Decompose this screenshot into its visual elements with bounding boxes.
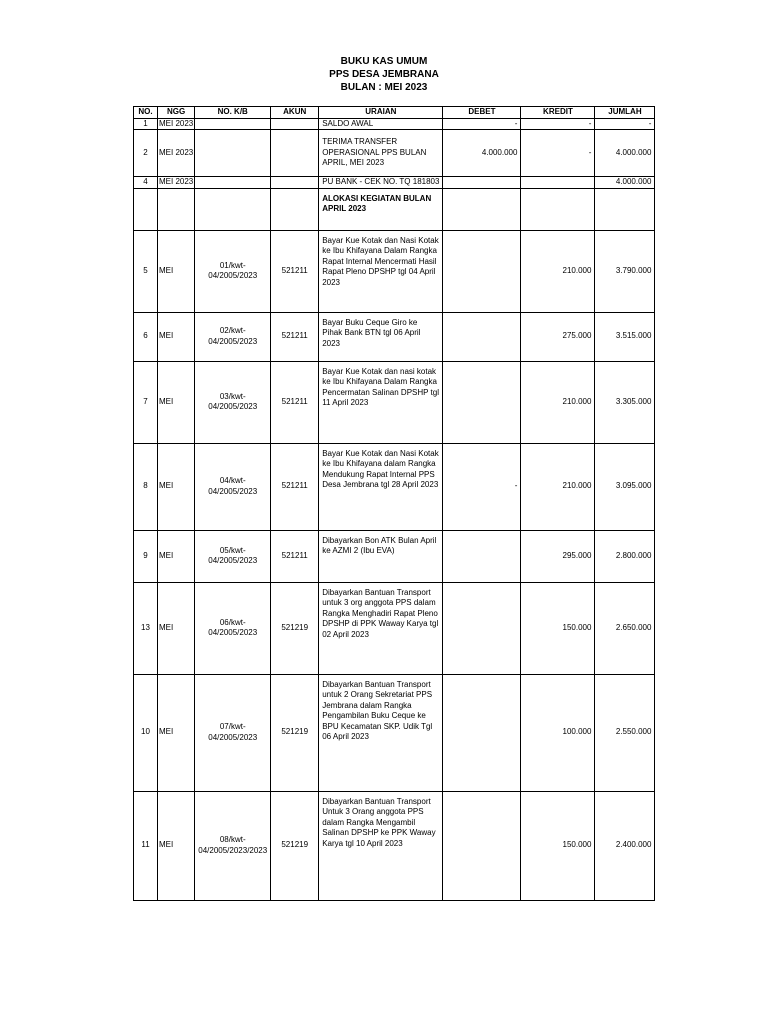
row-no: 7 [134, 361, 158, 443]
row-no [134, 188, 158, 230]
row-kb: 06/kwt-04/2005/2023 [195, 582, 271, 674]
row-kredit: 150.000 [521, 791, 595, 900]
row-no: 13 [134, 582, 158, 674]
table-row [134, 582, 655, 674]
table-header-row [134, 107, 655, 119]
row-kredit: 295.000 [521, 530, 595, 582]
row-akun: 521219 [271, 674, 319, 791]
row-uraian: Bayar Kue Kotak dan Nasi Kotak ke Ibu Khifayana dalam Rangka Mendukung Rapat Internal PPS Desa Jembrana tgl 28 April 2023 [319, 443, 443, 530]
row-debet [443, 230, 521, 312]
row-uraian: Dibayarkan Bon ATK Bulan April ke AZMI 2 (Ibu EVA) [319, 530, 443, 582]
row-no: 4 [134, 177, 158, 189]
table-row [134, 674, 655, 791]
column-header-debet: DEBET [443, 107, 521, 119]
row-akun: 521219 [271, 791, 319, 900]
column-header-no: NO. [134, 107, 158, 119]
row-jumlah: 3.305.000 [595, 361, 655, 443]
row-kredit: 275.000 [521, 312, 595, 361]
row-tanggal: MEI [158, 230, 195, 312]
row-kb: 05/kwt-04/2005/2023 [195, 530, 271, 582]
row-kredit: 150.000 [521, 582, 595, 674]
row-jumlah: 2.650.000 [595, 582, 655, 674]
row-tanggal: MEI 2023 [158, 130, 195, 177]
row-kredit: 210.000 [521, 443, 595, 530]
table-row [134, 130, 655, 177]
row-tanggal: MEI [158, 361, 195, 443]
row-uraian: Bayar Kue Kotak dan Nasi Kotak ke Ibu Khifayana Dalam Rangka Rapat Internal Mencermati Hasil Rapat Pleno DPSHP tgl 04 April 2023 [319, 230, 443, 312]
row-tanggal: MEI [158, 791, 195, 900]
column-header-tanggal: NGG [158, 107, 195, 119]
row-jumlah: 4.000.000 [595, 130, 655, 177]
row-jumlah: 2.400.000 [595, 791, 655, 900]
row-akun [271, 130, 319, 177]
row-akun [271, 177, 319, 189]
row-jumlah: 3.095.000 [595, 443, 655, 530]
row-tanggal: MEI [158, 582, 195, 674]
row-jumlah: - [595, 118, 655, 130]
document-title: BUKU KAS UMUM [340, 56, 428, 67]
row-akun: 521211 [271, 312, 319, 361]
row-kredit: 210.000 [521, 230, 595, 312]
section-heading: ALOKASI KEGIATAN BULAN APRIL 2023 [319, 188, 443, 230]
column-header-uraian: URAIAN [319, 107, 443, 119]
row-no: 11 [134, 791, 158, 900]
row-kb: 03/kwt-04/2005/2023 [195, 361, 271, 443]
row-no: 2 [134, 130, 158, 177]
row-jumlah: 3.515.000 [595, 312, 655, 361]
row-kredit [521, 188, 595, 230]
row-kb: 01/kwt-04/2005/2023 [195, 230, 271, 312]
table-row [134, 118, 655, 130]
row-tanggal [158, 188, 195, 230]
row-debet [443, 530, 521, 582]
row-kb [195, 118, 271, 130]
row-no: 6 [134, 312, 158, 361]
row-no: 1 [134, 118, 158, 130]
row-no: 8 [134, 443, 158, 530]
row-debet [443, 312, 521, 361]
row-jumlah: 4.000.000 [595, 177, 655, 189]
row-tanggal: MEI 2023 [159, 177, 194, 186]
row-no: 9 [134, 530, 158, 582]
row-akun [271, 188, 319, 230]
row-uraian: PU BANK - CEK NO. TQ 181803 [319, 177, 443, 189]
row-tanggal: MEI [158, 312, 195, 361]
row-kredit: - [521, 118, 595, 130]
document-organization: PPS DESA JEMBRANA [329, 69, 439, 80]
cash-ledger-table [133, 106, 655, 901]
table-row [134, 530, 655, 582]
row-kb: 02/kwt-04/2005/2023 [195, 312, 271, 361]
document-period: BULAN : MEI 2023 [340, 82, 428, 93]
row-kb: 04/kwt-04/2005/2023 [195, 443, 271, 530]
row-uraian: TERIMA TRANSFER OPERASIONAL PPS BULAN APRIL, MEI 2023 [319, 130, 443, 177]
row-uraian: Dibayarkan Bantuan Transport untuk 3 org anggota PPS dalam Rangka Menghadiri Rapat Pleno DPSHP di PPK Waway Karya tgl 02 April 2023 [319, 582, 443, 674]
row-debet: - [443, 443, 521, 530]
row-kb [195, 130, 271, 177]
row-akun: 521219 [271, 582, 319, 674]
row-tanggal: MEI [158, 674, 195, 791]
column-header-kb: NO. K/B [195, 107, 271, 119]
column-header-kredit: KREDIT [521, 107, 595, 119]
row-akun: 521211 [271, 443, 319, 530]
row-jumlah: 3.790.000 [595, 230, 655, 312]
row-no: 5 [134, 230, 158, 312]
column-header-akun: AKUN [271, 107, 319, 119]
column-header-jumlah: JUMLAH [595, 107, 655, 119]
row-kb [195, 177, 271, 189]
row-debet [443, 582, 521, 674]
row-jumlah: 2.550.000 [595, 674, 655, 791]
row-debet [443, 177, 521, 189]
row-debet [443, 361, 521, 443]
row-kredit [521, 177, 595, 189]
table-row [134, 791, 655, 900]
row-kb: 07/kwt-04/2005/2023 [195, 674, 271, 791]
row-tanggal: MEI 2023 [159, 118, 194, 128]
row-tanggal: MEI [158, 530, 195, 582]
row-akun: 521211 [271, 361, 319, 443]
row-akun: 521211 [271, 530, 319, 582]
row-jumlah [595, 188, 655, 230]
table-row [134, 312, 655, 361]
row-debet [443, 674, 521, 791]
row-debet [443, 188, 521, 230]
row-no: 10 [134, 674, 158, 791]
row-debet [443, 791, 521, 900]
row-debet: 4.000.000 [443, 130, 521, 177]
table-row [134, 177, 655, 189]
table-row [134, 230, 655, 312]
row-uraian: Bayar Kue Kotak dan nasi kotak ke Ibu Khifayana Dalam Rangka Pencermatan Salinan DPSHP tgl 11 April 2023 [319, 361, 443, 443]
row-kb: 08/kwt-04/2005/2023/2023 [195, 791, 271, 900]
row-kb [195, 188, 271, 230]
row-uraian: Dibayarkan Bantuan Transport untuk 2 Orang Sekretariat PPS Jembrana dalam Rangka Pengambilan Buku Ceque ke BPU Kecamatan SKP. Udik Tgl 06 April 2023 [319, 674, 443, 791]
row-kredit: 100.000 [521, 674, 595, 791]
row-akun [271, 118, 319, 130]
table-row [134, 443, 655, 530]
row-uraian: SALDO AWAL [319, 118, 443, 130]
row-akun: 521211 [271, 230, 319, 312]
table-row [134, 361, 655, 443]
row-tanggal: MEI [158, 443, 195, 530]
row-uraian: Dibayarkan Bantuan Transport Untuk 3 Orang anggota PPS dalam Rangka Mengambil Salinan DPSHP ke PPK Waway Karya tgl 10 April 2023 [319, 791, 443, 900]
row-jumlah: 2.800.000 [595, 530, 655, 582]
row-debet: - [443, 118, 521, 130]
table-row-section [134, 188, 655, 230]
row-kredit: - [521, 130, 595, 177]
row-uraian: Bayar Buku Ceque Giro ke Pihak Bank BTN tgl 06 April 2023 [319, 312, 443, 361]
row-kredit: 210.000 [521, 361, 595, 443]
